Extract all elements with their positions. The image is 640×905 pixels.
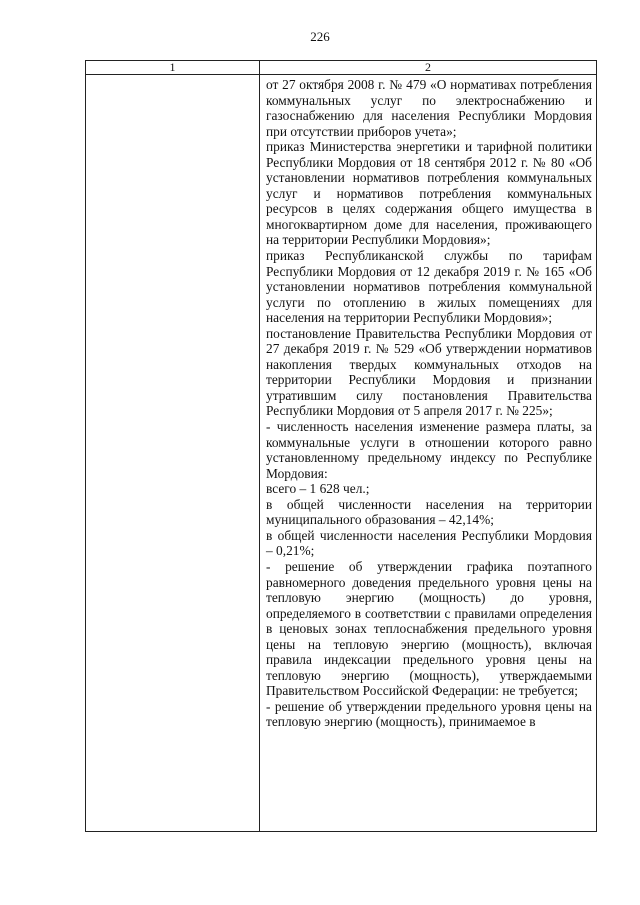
paragraph: - численность населения изменение размера платы, за коммунальные услуги в отношении которого равно установленному предельному индексу по Республике Мордовия:: [266, 419, 592, 481]
paragraph: - решение об утверждении графика поэтапного равномерного доведения предельного уровня цены на тепловую энергию (мощность) до уровня, определяемого в соответствии с правилами определения в ценовых зонах теплоснабжения предельного уровня цены на тепловую энергию (мощность), включая правила индексации предельного уровня цены на тепловую энергию (мощность), утверждаемыми Правительством Российской Федерации: не требуется;: [266, 558, 592, 699]
page-number: 226: [310, 29, 330, 44]
paragraph: от 27 октября 2008 г. № 479 «О нормативах потребления коммунальных услуг по электроснабжению и газоснабжению для населения Республики Мордовия при отсутствии приборов учета»;: [266, 77, 592, 139]
paragraph: всего – 1 628 чел.;: [266, 481, 370, 497]
column-1-cell: [86, 75, 260, 832]
paragraph: постановление Правительства Республики Мордовия от 27 декабря 2019 г. № 529 «Об утверждении нормативов накопления твердых коммунальных отходов на территории Республики Мордовия и признании утратившим силу постановления Правительства Республики Мордовия от 5 апреля 2017 г. № 225»;: [266, 325, 592, 419]
cell-text: [260, 75, 596, 730]
column-header-1: 1: [86, 61, 260, 75]
table-header-row: [86, 61, 597, 75]
document-table: [85, 60, 597, 832]
paragraph: в общей численности населения Республики Мордовия – 0,21%;: [266, 527, 592, 559]
column-2-cell: [260, 75, 597, 832]
paragraph: приказ Республиканской службы по тарифам Республики Мордовия от 12 декабря 2019 г. № 165 «Об установлении нормативов потребления коммунальной услуги по отоплению в жилых помещениях для населения на территории Республики Мордовия»;: [266, 248, 592, 326]
table-body-row: [86, 75, 597, 832]
paragraph: в общей численности населения на территории муниципального образования – 42,14%;: [266, 496, 592, 528]
paragraph: приказ Министерства энергетики и тарифной политики Республики Мордовия от 18 сентября 2012 г. № 80 «Об установлении нормативов потребления коммунальных услуг и нормативов потребления коммунальных ресурсов в целях содержания общего имущества в многоквартирном доме для населения, проживающего на территории Республики Мордовия»;: [266, 139, 592, 248]
paragraph: - решение об утверждении предельного уровня цены на тепловую энергию (мощность), принимаемое в: [266, 698, 592, 730]
column-header-2: 2: [260, 61, 597, 75]
